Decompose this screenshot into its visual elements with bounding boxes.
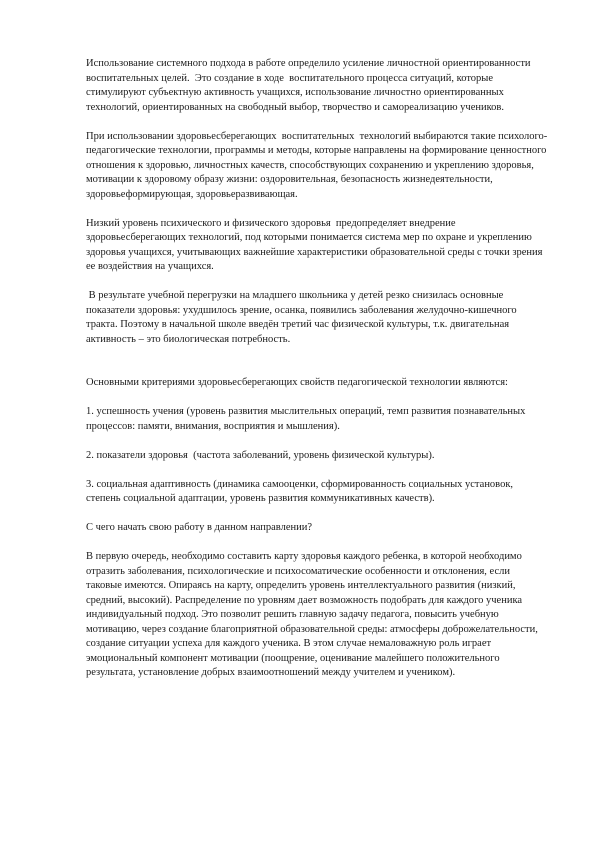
paragraph-criteria-intro: Основными критериями здоровьесберегающих свойств педагогической технологии являются: <box>86 377 508 388</box>
paragraph-study-overload: В результате учебной перегрузки на младшего школьника у детей резко снизилась основные показатели здоровья: ухудшилось зрение, осанка, появились заболевания желудочно-кишечного тракта. Поэтому в начальной школе введён третий час физической культуры, т.к. двигательная активность – это биологическая потребность. <box>86 290 520 345</box>
paragraph-health-technologies: При использовании здоровьесберегающих воспитательных технологий выбираются такие психолого-педагогические технологии, программы и методы, которые направлены на формирование ценностного отношения к здоровью, личностных качеств, способствующих сохранению и укреплению здоровья, мотивации к здоровому образу жизни: оздоровительная, безопасность жизнедеятельности, здоровьеформирующая, здоровьеразвивающая. <box>86 130 550 200</box>
paragraph-question: С чего начать свою работу в данном направлении? <box>86 522 313 533</box>
paragraph-systems-approach: Использование системного подхода в работе определило усиление личностной ориентированности воспитательных целей. Это создание в ходе воспитательного процесса ситуаций, которые стимулируют субъектную активность учащихся, использование личностно ориентированных технологий, ориентированных на свободный выбор, творчество и самореализацию учеников. <box>86 58 534 113</box>
list-item-criterion-3: 3. социальная адаптивность (динамика самооценки, сформированность социальных установок, степень социальной адаптации, уровень развития коммуникативных качеств). <box>86 478 516 504</box>
paragraph-low-health-level: Низкий уровень психического и физического здоровья предопределяет внедрение здоровьесберегающих технологий, под которыми понимается система мер по охране и укреплению здоровья учащихся, учитывающих важнейшие характеристики образовательной среды с точки зрения ее воздействия на учащихся. <box>86 217 546 272</box>
list-item-criterion-1: 1. успешность учения (уровень развития мыслительных операций, темп развития познавательных процессов: памяти, внимания, восприятия и мышления). <box>86 406 528 432</box>
document-body <box>86 57 548 695</box>
list-item-criterion-2: 2. показатели здоровья (частота заболеваний, уровень физической культуры). <box>86 449 435 461</box>
paragraph-health-map: В первую очередь, необходимо составить карту здоровья каждого ребенка, в которой необходимо отразить заболевания, психологические и психосоматические особенности и отклонения, если таковые имеются. Опираясь на карту, определить уровень интеллектуального развития (низкий, средний, высокий). Распределение по уровням дает возможность подобрать для каждого ученика индивидуальный подход. Это позволит решить главную задачу педагога, повысить учебную мотивацию, через создание благоприятной образовательной среды: атмосферы доброжелательности, создание ситуации успеха для каждого ученика. В этом случае немаловажную роль играет эмоциональный компонент мотивации (поощрение, оценивание малейшего положительного результата, установление добрых взаимоотношений между учителем и учеником). <box>86 551 541 678</box>
